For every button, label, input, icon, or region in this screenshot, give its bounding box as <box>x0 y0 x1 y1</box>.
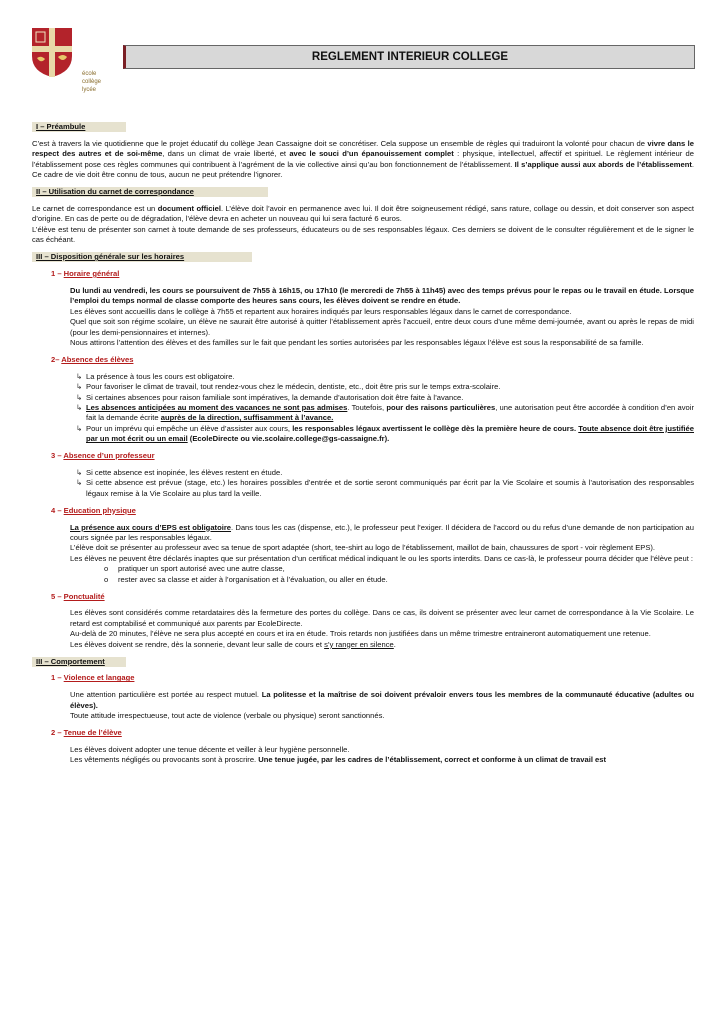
subsection-heading: 1 – Horaire général <box>51 268 120 278</box>
section-heading-horaires: III – Disposition générale sur les horaires <box>32 252 252 262</box>
paragraph: Les élèves doivent adopter une tenue décente et veiller à leur hygiène personnelle. <box>70 745 350 754</box>
list-item: o rester avec sa classe et aider à l’organisation et à l’évaluation, ou aller en étude. <box>104 574 388 584</box>
shield-icon <box>30 26 74 78</box>
list-item: ↳ Si cette absence est inopinée, les élèves restent en étude. <box>76 467 283 477</box>
arrow-icon: ↳ <box>76 478 83 488</box>
paragraph: La présence aux cours d’EPS est obligatoire. Dans tous les cas (dispense, etc.), le professeur peut l’exiger. Il décidera de l’accord ou du refus d’une demande de non participation au cours signée par les responsables légaux. <box>70 522 694 542</box>
subsection-heading: 4 – Education physique <box>51 505 136 515</box>
paragraph: Les élèves sont accueillis dans le collège à 7h55 et repartent aux horaires indiqués par leurs responsables légaux dans le carnet de correspondance. <box>70 306 572 316</box>
paragraph: L’élève est tenu de présenter son carnet à toute demande de ses professeurs, éducateurs ou de ses responsables légaux. Ces derniers se doivent de le consulter régulièrement et de le signer le cas échéant. <box>32 224 694 245</box>
paragraph: Les élèves sont considérés comme retardataires dès la fermeture des portes du collège. Dans ce cas, ils doivent se présenter avec leur carnet de correspondance à la Vie Scolaire. Le retard est comptabilisé et communiqué aux parents par EcoleDirecte. <box>70 608 694 628</box>
paragraph: L’élève doit se présenter au professeur avec sa tenue de sport adaptée (short, tee-shirt au logo de l’établissement, maillot de bain, chaussures de sport - voir règlement EPS). <box>70 543 656 553</box>
paragraph: Nous attirons l’attention des élèves et des familles sur le fait que pendant les sorties autorisées par les responsables légaux l’élève est sous la responsabilité de sa famille. <box>70 337 644 347</box>
arrow-icon: ↳ <box>76 392 83 402</box>
arrow-icon: ↳ <box>76 382 83 392</box>
subsection-heading: 3 – Absence d’un professeur <box>51 451 155 461</box>
logo-text: école collège lycée <box>82 71 102 93</box>
list-item: ↳ La présence à tous les cours est obligatoire. <box>76 371 235 381</box>
section-heading-comportement: III – Comportement <box>32 657 126 667</box>
list-item: ↳ Pour favoriser le climat de travail, tout rendez-vous chez le médecin, dentiste, etc., doit être pris sur le temps extra-scolaire. <box>76 382 501 392</box>
section-heading-preambule: I – Préambule <box>32 122 126 132</box>
subsection-heading: 5 – Ponctualité <box>51 591 105 601</box>
paragraph: Le carnet de correspondance est un document officiel. L’élève doit l’avoir en permanence avec lui. Il doit être soigneusement rédigé, sans rature, collage ou dessin, et doit conserver son aspect d’origine. En cas de perte ou de dégradation, l’élève devra en acheter un nouveau qui lui sera facturé 6 euros. <box>32 203 694 224</box>
section-heading-carnet: II – Utilisation du carnet de correspondance <box>32 187 268 197</box>
list-item: ↳ Les absences anticipées au moment des vacances ne sont pas admises. Toutefois, pour des raisons particulières, une autorisation peut être accordée à condition d’en avoir fait la demande écrite auprès de la direction, suffisamment à l’avance. <box>76 402 694 423</box>
list-item: ↳ Si cette absence est prévue (stage, etc.) les horaires possibles d’entrée et de sortie seront communiqués par écrit par la Vie Scolaire et soumis à l’autorisation des responsables légaux remise à la Vie Scolaire au plus tard la veille. <box>76 478 694 498</box>
paragraph: Du lundi au vendredi, les cours se poursuivent de 7h55 à 16h15, ou 17h10 (le mercredi de 7h55 à 11h45) avec des temps prévus pour le repas ou le travail en étude. Lorsque l’emploi du temps normal de classe comporte des heures sans cours, les élèves doivent se rendre en étude. <box>70 285 694 306</box>
school-logo <box>30 26 125 96</box>
subsection-heading: 2 – Tenue de l’élève <box>51 728 122 738</box>
paragraph: Au-delà de 20 minutes, l’élève ne sera plus accepté en cours et ira en étude. Trois retards non justifiées dans un même trimestre entraineront automatiquement une retenue. <box>70 629 651 639</box>
subsection-heading: 1 – Violence et langage <box>51 673 135 683</box>
list-item: ↳ Si certaines absences pour raison familiale sont impératives, la demande d’autorisation doit être faite à l’avance. <box>76 392 464 402</box>
arrow-icon: ↳ <box>76 467 83 477</box>
list-item: o pratiquer un sport autorisé avec une autre classe, <box>104 564 285 574</box>
paragraph: Les vêtements négligés ou provocants sont à proscrire. Une tenue jugée, par les cadres de l’établissement, correct et conforme à un climat de travail est <box>70 755 607 765</box>
document-body <box>32 122 694 766</box>
arrow-icon: ↳ <box>76 371 83 381</box>
paragraph: Quel que soit son régime scolaire, un élève ne saurait être autorisé à quitter l’établissement après l’accueil, entre deux cours d’une même demi-journée, avant ou après le repas de midi (pour les demi-pensionnaires et internes). <box>70 317 694 337</box>
arrow-icon: ↳ <box>76 402 83 412</box>
paragraph: Une attention particulière est portée au respect mutuel. La politesse et la maîtrise de soi doivent prévaloir envers tous les membres de la communauté éducative (adultes ou élèves). <box>70 690 694 710</box>
paragraph: C’est à travers la vie quotidienne que le projet éducatif du collège Jean Cassaigne doit se concrétiser. Cela suppose un ensemble de règles qui traduiront la volonté pour chacun de vivre dans le respect des autres et de soi-même, dans un climat de vraie liberté, et avec le souci d’un épanouissement complet : physique, intellectuel, affectif et spirituel. Le règlement intérieur de l’établissement pose ces règles communes qui contribuent à l’agrément de la vie collective ainsi qu’au bon fonctionnement de l’établissement. Il s’applique aussi aux abords de l’établissement. Ce cadre de vie doit être connu de tous, aucun ne peut prétendre l’ignorer. <box>32 138 695 180</box>
subsection-heading: 2– Absence des élèves <box>51 354 134 364</box>
arrow-icon: ↳ <box>76 423 83 433</box>
page-title: REGLEMENT INTERIEUR COLLEGE <box>123 45 695 69</box>
paragraph: Toute attitude irrespectueuse, tout acte de violence (verbale ou physique) seront sanctionnés. <box>70 711 385 721</box>
list-item: ↳ Pour un imprévu qui empêche un élève d’assister aux cours, les responsables légaux avertissent le collège dès la première heure de cours. Toute absence doit être justifiée par un mot écrit ou un email (EcoleDirecte ou vie.scolaire.college@gs-cassaigne.fr). <box>76 423 694 444</box>
paragraph: Les élèves ne peuvent être déclarés inaptes que sur présentation d’un certificat médical indiquant le ou les sports interdits. Dans ce cas-là, le professeur pourra décider que l’élève peut : <box>70 553 694 563</box>
paragraph: Les élèves doivent se rendre, dès la sonnerie, devant leur salle de cours et s’y ranger en silence. <box>70 639 396 649</box>
